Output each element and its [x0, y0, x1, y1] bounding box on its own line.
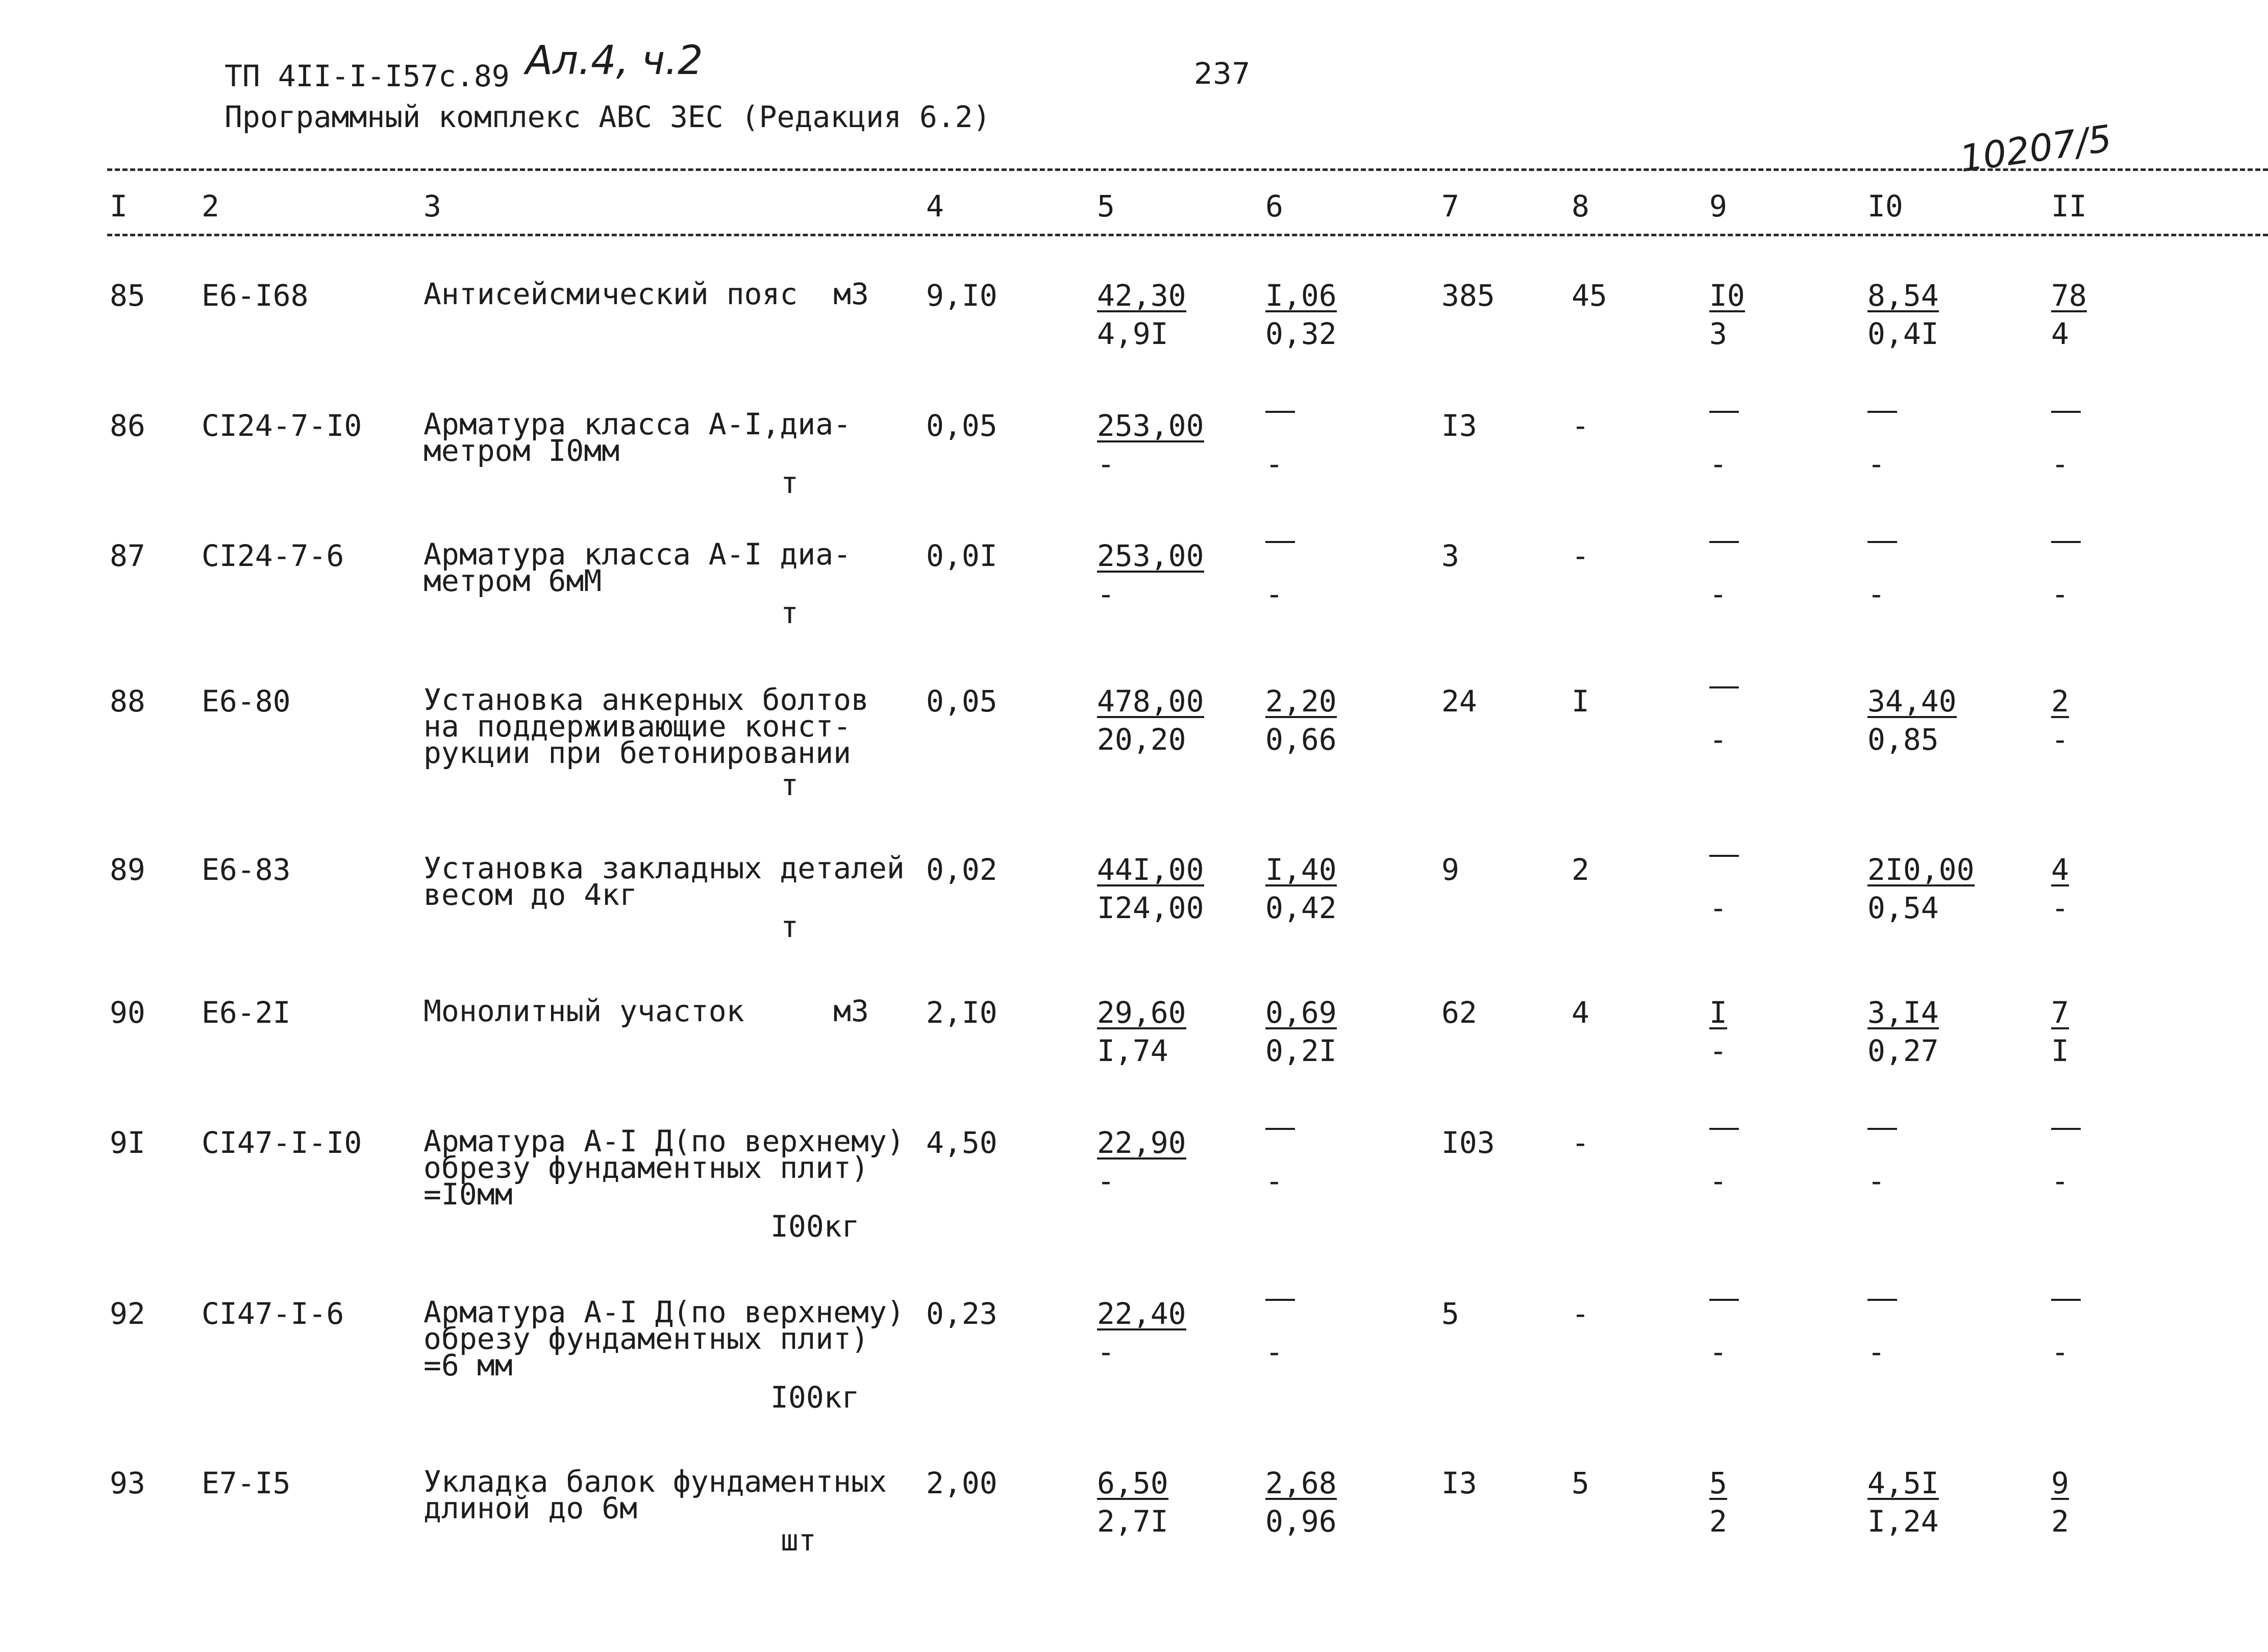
row-quantity: 2,I0 [926, 995, 998, 1030]
dash-mark [1867, 1299, 1897, 1301]
row-quantity: 0,0I [926, 538, 998, 573]
value-col8: - [1572, 1296, 1589, 1331]
dash-mark [1709, 1128, 1739, 1130]
column-header-3: 3 [423, 189, 441, 224]
value-upper: I,40 [1265, 852, 1337, 887]
value-lower: - [1265, 1164, 1283, 1198]
value-col7: I03 [1441, 1125, 1495, 1160]
row-code: Е6-I68 [202, 278, 309, 313]
row-quantity: 4,50 [926, 1125, 998, 1160]
value-upper [2051, 1128, 2081, 1140]
value-col8: 45 [1572, 278, 1607, 313]
row-number: 87 [110, 538, 145, 573]
row-number: 86 [110, 408, 145, 443]
value-lower: - [2051, 1335, 2069, 1369]
value-upper [2051, 541, 2081, 553]
handwritten-reference: Ал.4, ч.2 [526, 38, 703, 84]
value-lower: - [1709, 1164, 1727, 1198]
row-unit: т [781, 768, 799, 802]
value-upper: 7 [2051, 995, 2069, 1030]
value-upper [1867, 1128, 1897, 1140]
value-upper [1265, 411, 1295, 423]
value-upper: 2,68 [1265, 1466, 1337, 1500]
dash-mark [2051, 541, 2081, 543]
value-lower: 2 [1709, 1504, 1727, 1539]
row-code: СI24-7-6 [202, 538, 344, 573]
value-upper [1709, 686, 1739, 699]
value-lower: 2 [2051, 1504, 2069, 1539]
value-lower: - [1265, 577, 1283, 611]
column-header-11: II [2051, 189, 2087, 224]
value-lower: 0,85 [1867, 722, 1939, 757]
value-upper: 4 [2051, 852, 2069, 887]
value-upper: 0,69 [1265, 995, 1337, 1030]
value-upper: I,06 [1265, 278, 1337, 313]
value-lower: - [1709, 447, 1727, 481]
value-upper: 2 [2051, 684, 2069, 719]
row-unit: т [781, 465, 799, 500]
row-number: 92 [110, 1296, 145, 1331]
column-header-6: 6 [1265, 189, 1283, 224]
value-lower: - [1097, 1335, 1115, 1369]
row-quantity: 0,05 [926, 408, 998, 443]
value-lower: - [1867, 1335, 1885, 1369]
value-lower: - [1265, 447, 1283, 481]
value-lower: I24,00 [1097, 891, 1204, 925]
value-lower: 4 [2051, 316, 2069, 351]
row-code: Е6-2I [202, 995, 291, 1030]
value-lower: - [2051, 577, 2069, 611]
dash-mark [1867, 1128, 1897, 1130]
row-description: Установка закладных деталей весом до 4кг [423, 851, 905, 912]
row-number: 93 [110, 1466, 145, 1500]
value-lower: 20,20 [1097, 722, 1186, 757]
value-lower: - [2051, 722, 2069, 757]
value-lower: 0,27 [1867, 1033, 1939, 1068]
value-upper: 6,50 [1097, 1466, 1168, 1500]
value-lower: I [2051, 1033, 2069, 1068]
column-header-10: I0 [1867, 189, 1903, 224]
value-lower: - [2051, 447, 2069, 481]
dash-mark [1265, 411, 1295, 413]
row-quantity: 0,23 [926, 1296, 998, 1331]
value-col8: - [1572, 538, 1589, 573]
stamp-number: 10207/5 [1957, 116, 2114, 181]
value-upper [1709, 1128, 1739, 1140]
dash-mark [1867, 541, 1897, 543]
row-description: Антисейсмический пояс м3 [423, 277, 869, 311]
header-top-rule [107, 168, 2268, 171]
row-description: Установка анкерных болтов на поддерживающие конст- рукции при бетонировании [423, 682, 869, 770]
value-upper: 22,90 [1097, 1125, 1186, 1160]
value-lower: - [2051, 1164, 2069, 1198]
dash-mark [2051, 411, 2081, 413]
value-upper [1709, 411, 1739, 423]
value-upper: I0 [1709, 278, 1745, 313]
column-header-2: 2 [202, 189, 219, 224]
column-header-7: 7 [1441, 189, 1459, 224]
value-lower: - [1709, 1335, 1727, 1369]
value-upper: 29,60 [1097, 995, 1186, 1030]
value-upper: 253,00 [1097, 538, 1204, 573]
value-upper: 2,20 [1265, 684, 1337, 719]
value-lower: - [1709, 722, 1727, 757]
row-number: 9I [110, 1125, 145, 1160]
dash-mark [1265, 1299, 1295, 1301]
value-lower: 0,66 [1265, 722, 1337, 757]
value-upper [1265, 1299, 1295, 1311]
value-upper [1867, 1299, 1897, 1311]
dash-mark [1709, 541, 1739, 543]
row-quantity: 0,02 [926, 852, 998, 887]
value-lower: 2,7I [1097, 1504, 1168, 1539]
header-bottom-rule [107, 234, 2268, 236]
dash-mark [1709, 411, 1739, 413]
value-col7: I3 [1441, 1466, 1477, 1500]
dash-mark [2051, 1128, 2081, 1130]
value-lower: 0,32 [1265, 316, 1337, 351]
row-number: 85 [110, 278, 145, 313]
value-upper: 2I0,00 [1867, 852, 1975, 887]
value-upper: 8,54 [1867, 278, 1939, 313]
column-header-1: I [110, 189, 128, 224]
row-code: Е6-83 [202, 852, 291, 887]
dash-mark [2051, 1299, 2081, 1301]
value-lower: - [1709, 577, 1727, 611]
row-unit: т [781, 909, 799, 944]
value-col7: I3 [1441, 408, 1477, 443]
value-upper [2051, 1299, 2081, 1311]
dash-mark [1265, 541, 1295, 543]
row-description: Укладка балок фундаментных длиной до 6м [423, 1464, 887, 1525]
value-col8: I [1572, 684, 1589, 719]
value-upper: 478,00 [1097, 684, 1204, 719]
row-description: Арматура А-I Д(по верхнему) обрезу фундаментных плит) =I0мм [423, 1124, 905, 1212]
value-lower: - [1709, 1033, 1727, 1068]
column-header-8: 8 [1572, 189, 1589, 224]
value-upper: 34,40 [1867, 684, 1957, 719]
row-code: Е7-I5 [202, 1466, 291, 1500]
value-upper [1265, 541, 1295, 553]
value-upper: 4,5I [1867, 1466, 1939, 1500]
value-col7: 5 [1441, 1296, 1459, 1331]
value-upper: 253,00 [1097, 408, 1204, 443]
value-upper: 42,30 [1097, 278, 1186, 313]
value-lower: - [2051, 891, 2069, 925]
program-title: Программный комплекс АВС ЗЕС (Редакция 6.2) [225, 100, 991, 134]
value-upper [1867, 411, 1897, 423]
row-unit: шт [781, 1523, 816, 1558]
value-upper [1867, 541, 1897, 553]
value-upper: 5 [1709, 1466, 1727, 1500]
value-lower: - [1097, 447, 1115, 481]
row-quantity: 2,00 [926, 1466, 998, 1500]
value-upper: 9 [2051, 1466, 2069, 1500]
value-col7: 3 [1441, 538, 1459, 573]
row-description: Арматура А-I Д(по верхнему) обрезу фундаментных плит) =6 мм [423, 1295, 905, 1383]
value-col8: 2 [1572, 852, 1589, 887]
value-col7: 385 [1441, 278, 1495, 313]
row-quantity: 0,05 [926, 684, 998, 719]
row-code: СI47-I-I0 [202, 1125, 362, 1160]
row-unit: I00кг [770, 1209, 860, 1244]
page-number: 237 [1194, 56, 1251, 91]
column-header-5: 5 [1097, 189, 1115, 224]
value-lower: 0,4I [1867, 316, 1939, 351]
doc-code: ТП 4II-I-I57с.89 [225, 59, 510, 93]
value-lower: - [1709, 891, 1727, 925]
value-upper: 3,I4 [1867, 995, 1939, 1030]
value-lower: - [1867, 447, 1885, 481]
value-lower: 0,42 [1265, 891, 1337, 925]
dash-mark [1709, 686, 1739, 688]
value-upper: 22,40 [1097, 1296, 1186, 1331]
row-number: 88 [110, 684, 145, 719]
value-col7: 24 [1441, 684, 1477, 719]
value-upper [1265, 1128, 1295, 1140]
column-header-4: 4 [926, 189, 944, 224]
row-quantity: 9,I0 [926, 278, 998, 313]
value-col7: 62 [1441, 995, 1477, 1030]
row-code: Е6-80 [202, 684, 291, 719]
value-lower: 0,96 [1265, 1504, 1337, 1539]
value-col8: - [1572, 1125, 1589, 1160]
row-description: Монолитный участок м3 [423, 994, 869, 1028]
column-header-9: 9 [1709, 189, 1727, 224]
value-lower: I,24 [1867, 1504, 1939, 1539]
value-lower: I,74 [1097, 1033, 1168, 1068]
value-lower: - [1097, 577, 1115, 611]
value-col7: 9 [1441, 852, 1459, 887]
dash-mark [1867, 411, 1897, 413]
value-upper: 78 [2051, 278, 2087, 313]
value-col8: 5 [1572, 1466, 1589, 1500]
value-lower: - [1867, 577, 1885, 611]
value-lower: 0,54 [1867, 891, 1939, 925]
row-unit: т [781, 596, 799, 630]
value-col8: 4 [1572, 995, 1589, 1030]
value-upper [1709, 541, 1739, 553]
value-col8: - [1572, 408, 1589, 443]
value-upper [2051, 411, 2081, 423]
dash-mark [1265, 1128, 1295, 1130]
row-number: 89 [110, 852, 145, 887]
value-lower: 3 [1709, 316, 1727, 351]
row-description: Арматура класса А-I диа- метром 6мМ [423, 537, 852, 598]
row-code: СI24-7-I0 [202, 408, 362, 443]
value-upper [1709, 1299, 1739, 1311]
value-lower: - [1867, 1164, 1885, 1198]
value-lower: - [1097, 1164, 1115, 1198]
row-code: СI47-I-6 [202, 1296, 344, 1331]
row-number: 90 [110, 995, 145, 1030]
value-lower: 4,9I [1097, 316, 1168, 351]
value-lower: 0,2I [1265, 1033, 1337, 1068]
value-upper: I [1709, 995, 1727, 1030]
value-upper: 44I,00 [1097, 852, 1204, 887]
value-lower: - [1265, 1335, 1283, 1369]
value-upper [1709, 855, 1739, 867]
row-unit: I00кг [770, 1380, 860, 1415]
row-description: Арматура класса А-I,диа- метром I0мм [423, 407, 852, 468]
dash-mark [1709, 1299, 1739, 1301]
dash-mark [1709, 855, 1739, 857]
